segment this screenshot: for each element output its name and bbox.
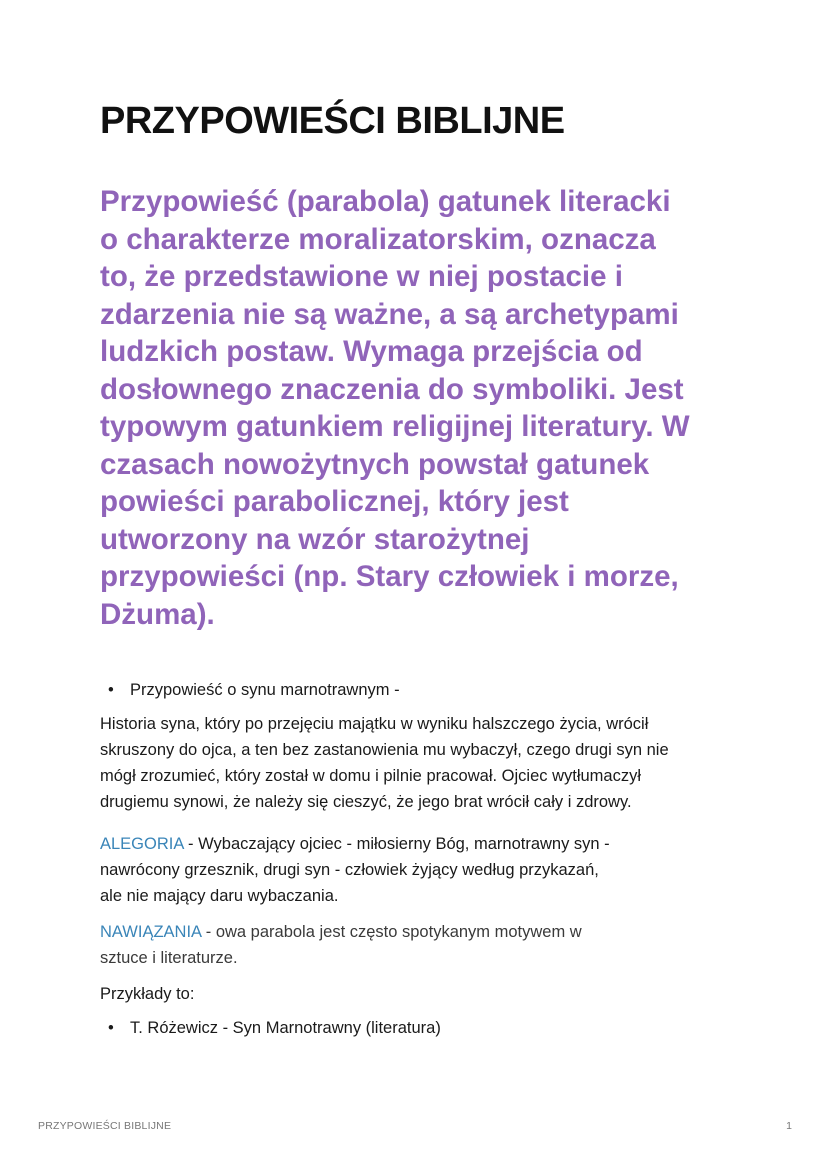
nawiazania-text: - owa parabola jest często spotykanym motywem w sztuce i literaturze. — [100, 923, 582, 967]
alegoria-keyword: ALEGORIA — [100, 835, 184, 853]
story-paragraph: Historia syna, który po przejęciu majątku w wyniku halszczego życia, wrócił skruszony do ojca, a ten bez zastanowienia mu wybaczył, czego drugi syn nie mógł zrozumieć, który został w domu i pilnie pracował. Ojciec wytłumaczył drugiemu synowi, że należy się cieszyć, że jego brat wrócił cały i zdrowy. — [100, 715, 669, 811]
nawiazania-keyword: NAWIĄZANIA — [100, 923, 202, 941]
footer-title: PRZYPOWIEŚCI BIBLIJNE — [38, 1120, 172, 1132]
list-item-label: T. Różewicz - Syn Marnotrawny (literatura) — [130, 1019, 441, 1037]
bullet-list-examples — [100, 1015, 740, 1041]
list-item-example — [100, 1015, 740, 1041]
bullet-icon: • — [108, 681, 114, 699]
intro-paragraph: Przypowieść (parabola) gatunek literacki o charakterze moralizatorskim, oznacza to, że przedstawione w niej postacie i zdarzenia nie są ważne, a są archetypami ludzkich postaw. Wymaga przejścia od dosłownego znaczenia do symboliki. Jest typowym gatunkiem religijnej literatury. W czasach nowożytnych powstał gatunek powieści parabolicznej, który jest utworzony na wzór starożytnej przypowieści (np. Stary człowiek i morze, Dżuma). — [100, 185, 690, 631]
bullet-list-parable — [100, 677, 740, 703]
list-item-label: Przypowieść o synu marnotrawnym - — [130, 681, 400, 699]
bullet-icon: • — [108, 1019, 114, 1037]
page-title: PRZYPOWIEŚCI BIBLIJNE — [100, 100, 565, 142]
examples-label: Przykłady to: — [100, 985, 195, 1003]
page-number: 1 — [786, 1120, 792, 1132]
alegoria-text: - Wybaczający ojciec - miłosierny Bóg, marnotrawny syn - nawrócony grzesznik, drugi syn - człowiek żyjący według przykazań, ale nie mający daru wybaczania. — [100, 835, 610, 905]
alegoria-paragraph — [100, 831, 740, 909]
list-item-parable — [100, 677, 740, 703]
content-section — [100, 677, 740, 1041]
nawiazania-paragraph — [100, 919, 740, 971]
